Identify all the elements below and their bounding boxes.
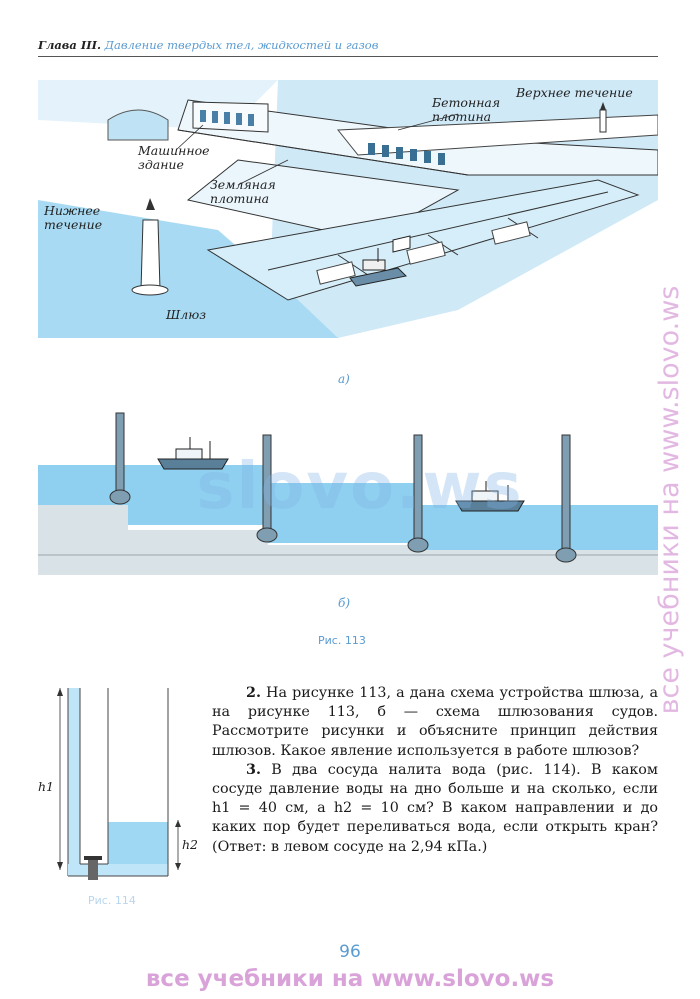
h2-label bbox=[182, 838, 198, 852]
watermark-side: все учебники на www.slovo.ws bbox=[654, 285, 685, 715]
task-3-body: В два сосуда налита вода (рис. 114). В каком сосуде давление воды на дно больше и на сколько, если h1 = 40 см, а h2 = 10 см? В каком направлении и до каких пор будет переливаться вода, если открыть кран? (Ответ: в левом сосуде на 2,94 кПа.) bbox=[212, 761, 659, 855]
figure-113a bbox=[38, 80, 658, 338]
watermark-center: slovo.ws bbox=[196, 450, 524, 524]
h2-text: h2 bbox=[182, 837, 199, 852]
task-text bbox=[212, 684, 658, 857]
figure-114-caption: Рис. 114 bbox=[88, 894, 136, 907]
label-upper-flow: Верхнее течение bbox=[516, 85, 633, 100]
label-machine-building: Машинное здание bbox=[138, 143, 210, 172]
task-2-number: 2. bbox=[246, 685, 261, 701]
label-concrete-dam: Бетонная плотина bbox=[432, 95, 501, 124]
h1-label bbox=[38, 780, 54, 794]
label-lock: Шлюз bbox=[166, 307, 207, 322]
vessels-diagram bbox=[38, 680, 198, 912]
task-2-body: На рисунке 113, а дана схема устройства шлюза, а на рисунке 113, б — схема шлюзования судов. Рассмотрите рисунки и объясните принцип действия шлюзов. Какое явление используется в работе шлюзов? bbox=[212, 685, 658, 759]
lock-diagram bbox=[38, 80, 658, 338]
figure-113-caption: Рис. 113 bbox=[318, 634, 366, 647]
chapter-title: Давление твердых тел, жидкостей и газов bbox=[104, 38, 379, 52]
label-lower-flow: Нижнее течение bbox=[44, 203, 103, 232]
task-3 bbox=[212, 761, 658, 857]
page-number: 96 bbox=[339, 942, 361, 962]
task-2 bbox=[212, 684, 658, 761]
watermark-bottom: все учебники на www.slovo.ws bbox=[145, 966, 555, 992]
caption-b: б) bbox=[338, 596, 351, 610]
chapter-label: Глава III. bbox=[38, 38, 101, 52]
caption-a: а) bbox=[338, 372, 350, 386]
h1-text: h1 bbox=[38, 779, 55, 794]
page-header bbox=[38, 38, 658, 57]
task-3-number: 3. bbox=[246, 761, 261, 778]
figure-114 bbox=[38, 680, 198, 912]
label-earth-dam: Земляная плотина bbox=[210, 177, 276, 206]
